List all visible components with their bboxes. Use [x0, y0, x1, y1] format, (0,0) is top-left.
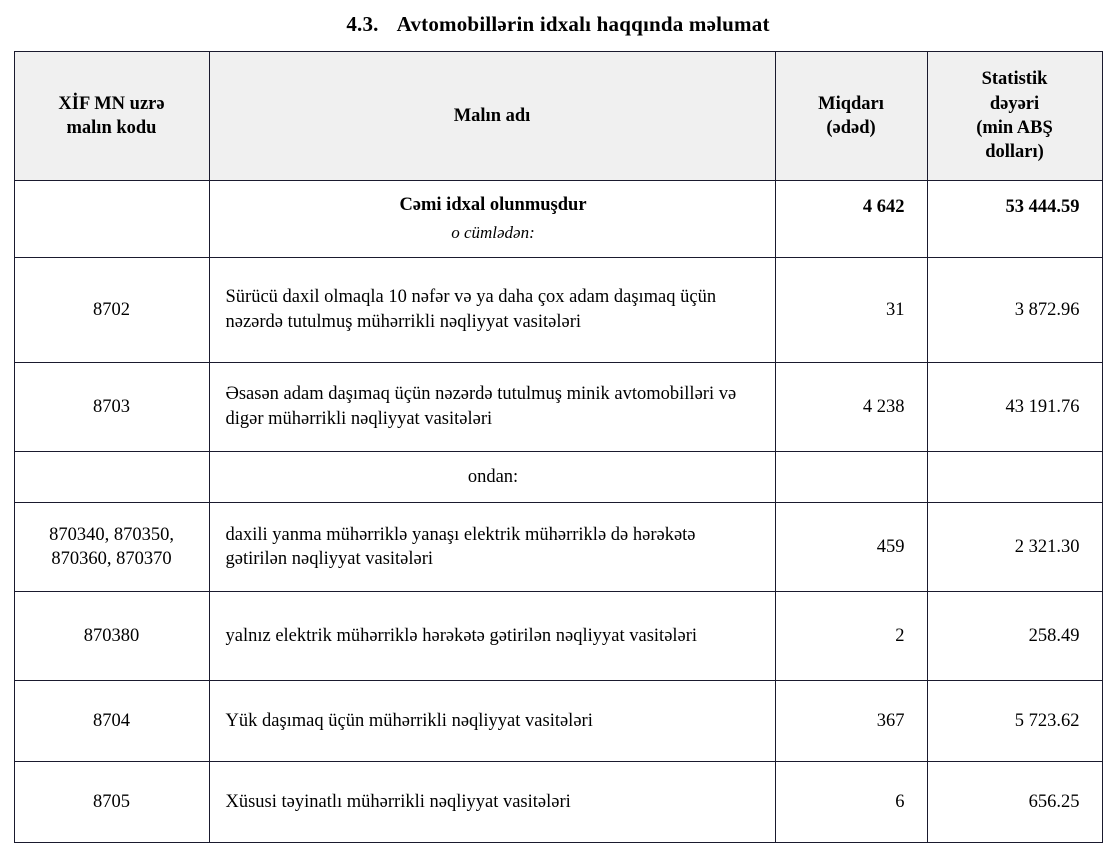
cell-name: yalnız elektrik mühərriklə hərəkətə gətirilən nəqliyyat vasitələri	[209, 592, 775, 681]
page-title-number: 4.3.	[346, 12, 379, 36]
column-header-value-line1: Statistik	[981, 69, 1048, 90]
cell-code-line1: 870340, 870350,	[49, 524, 174, 545]
page-title-text: Avtomobillərin idxalı haqqında məlumat	[396, 12, 770, 36]
cell-code: 870380	[14, 592, 209, 681]
table-row	[14, 503, 1102, 592]
cell-value: 43 191.76	[927, 362, 1102, 451]
cell-code-line2: 870360, 870370	[51, 549, 172, 570]
cell-name: ondan:	[209, 451, 775, 502]
cell-quantity: 31	[775, 257, 927, 362]
cell-quantity	[775, 451, 927, 502]
cell-value: 5 723.62	[927, 681, 1102, 762]
cell-quantity: 2	[775, 592, 927, 681]
column-header-name: Malın adı	[209, 52, 775, 181]
cell-name: Yük daşımaq üçün mühərrikli nəqliyyat vasitələri	[209, 681, 775, 762]
cell-quantity: 367	[775, 681, 927, 762]
cell-value: 2 321.30	[927, 503, 1102, 592]
cell-value	[927, 451, 1102, 502]
import-statistics-table	[14, 51, 1103, 843]
cell-name-subnote: o cümlədən:	[451, 223, 535, 243]
cell-code: 8703	[14, 362, 209, 451]
cell-name	[209, 181, 775, 258]
column-header-value-line3: (min ABŞ	[976, 118, 1053, 138]
cell-quantity: 4 238	[775, 362, 927, 451]
column-header-code-line1: XİF MN uzrə	[58, 93, 165, 114]
column-header-value	[927, 52, 1102, 181]
cell-value: 53 444.59	[927, 181, 1102, 258]
column-header-value-line2: dəyəri	[989, 93, 1040, 114]
cell-name-text: Cəmi idxal olunmuşdur	[399, 195, 587, 215]
cell-quantity: 4 642	[775, 181, 927, 258]
cell-code	[14, 181, 209, 258]
table-row	[14, 762, 1102, 843]
cell-name: Əsasən adam daşımaq üçün nəzərdə tutulmuş minik avtomobilləri və digər mühərrikli nəqliyyat vasitələri	[209, 362, 775, 451]
cell-code	[14, 503, 209, 592]
table-row	[14, 181, 1102, 258]
cell-name: Sürücü daxil olmaqla 10 nəfər və ya daha çox adam daşımaq üçün nəzərdə tutulmuş mühərrikli nəqliyyat vasitələri	[209, 257, 775, 362]
table-row	[14, 592, 1102, 681]
cell-value: 656.25	[927, 762, 1102, 843]
cell-name: daxili yanma mühərriklə yanaşı elektrik mühərriklə də hərəkətə gətirilən nəqliyyat vasitələri	[209, 503, 775, 592]
page-title	[0, 0, 1116, 51]
cell-quantity: 459	[775, 503, 927, 592]
cell-code: 8705	[14, 762, 209, 843]
cell-code	[14, 451, 209, 502]
table-row	[14, 257, 1102, 362]
column-header-quantity-line2: (ədəd)	[826, 118, 876, 138]
column-header-code	[14, 52, 209, 181]
column-header-value-line4: dolları)	[985, 142, 1044, 163]
table-header-row	[14, 52, 1102, 181]
column-header-code-line2: malın kodu	[66, 118, 157, 138]
cell-quantity: 6	[775, 762, 927, 843]
cell-code: 8704	[14, 681, 209, 762]
column-header-quantity-line1: Miqdarı	[818, 93, 884, 114]
cell-code: 8702	[14, 257, 209, 362]
table-row	[14, 451, 1102, 502]
cell-value: 258.49	[927, 592, 1102, 681]
column-header-quantity	[775, 52, 927, 181]
table-row	[14, 681, 1102, 762]
table-row	[14, 362, 1102, 451]
cell-value: 3 872.96	[927, 257, 1102, 362]
cell-name: Xüsusi təyinatlı mühərrikli nəqliyyat vasitələri	[209, 762, 775, 843]
